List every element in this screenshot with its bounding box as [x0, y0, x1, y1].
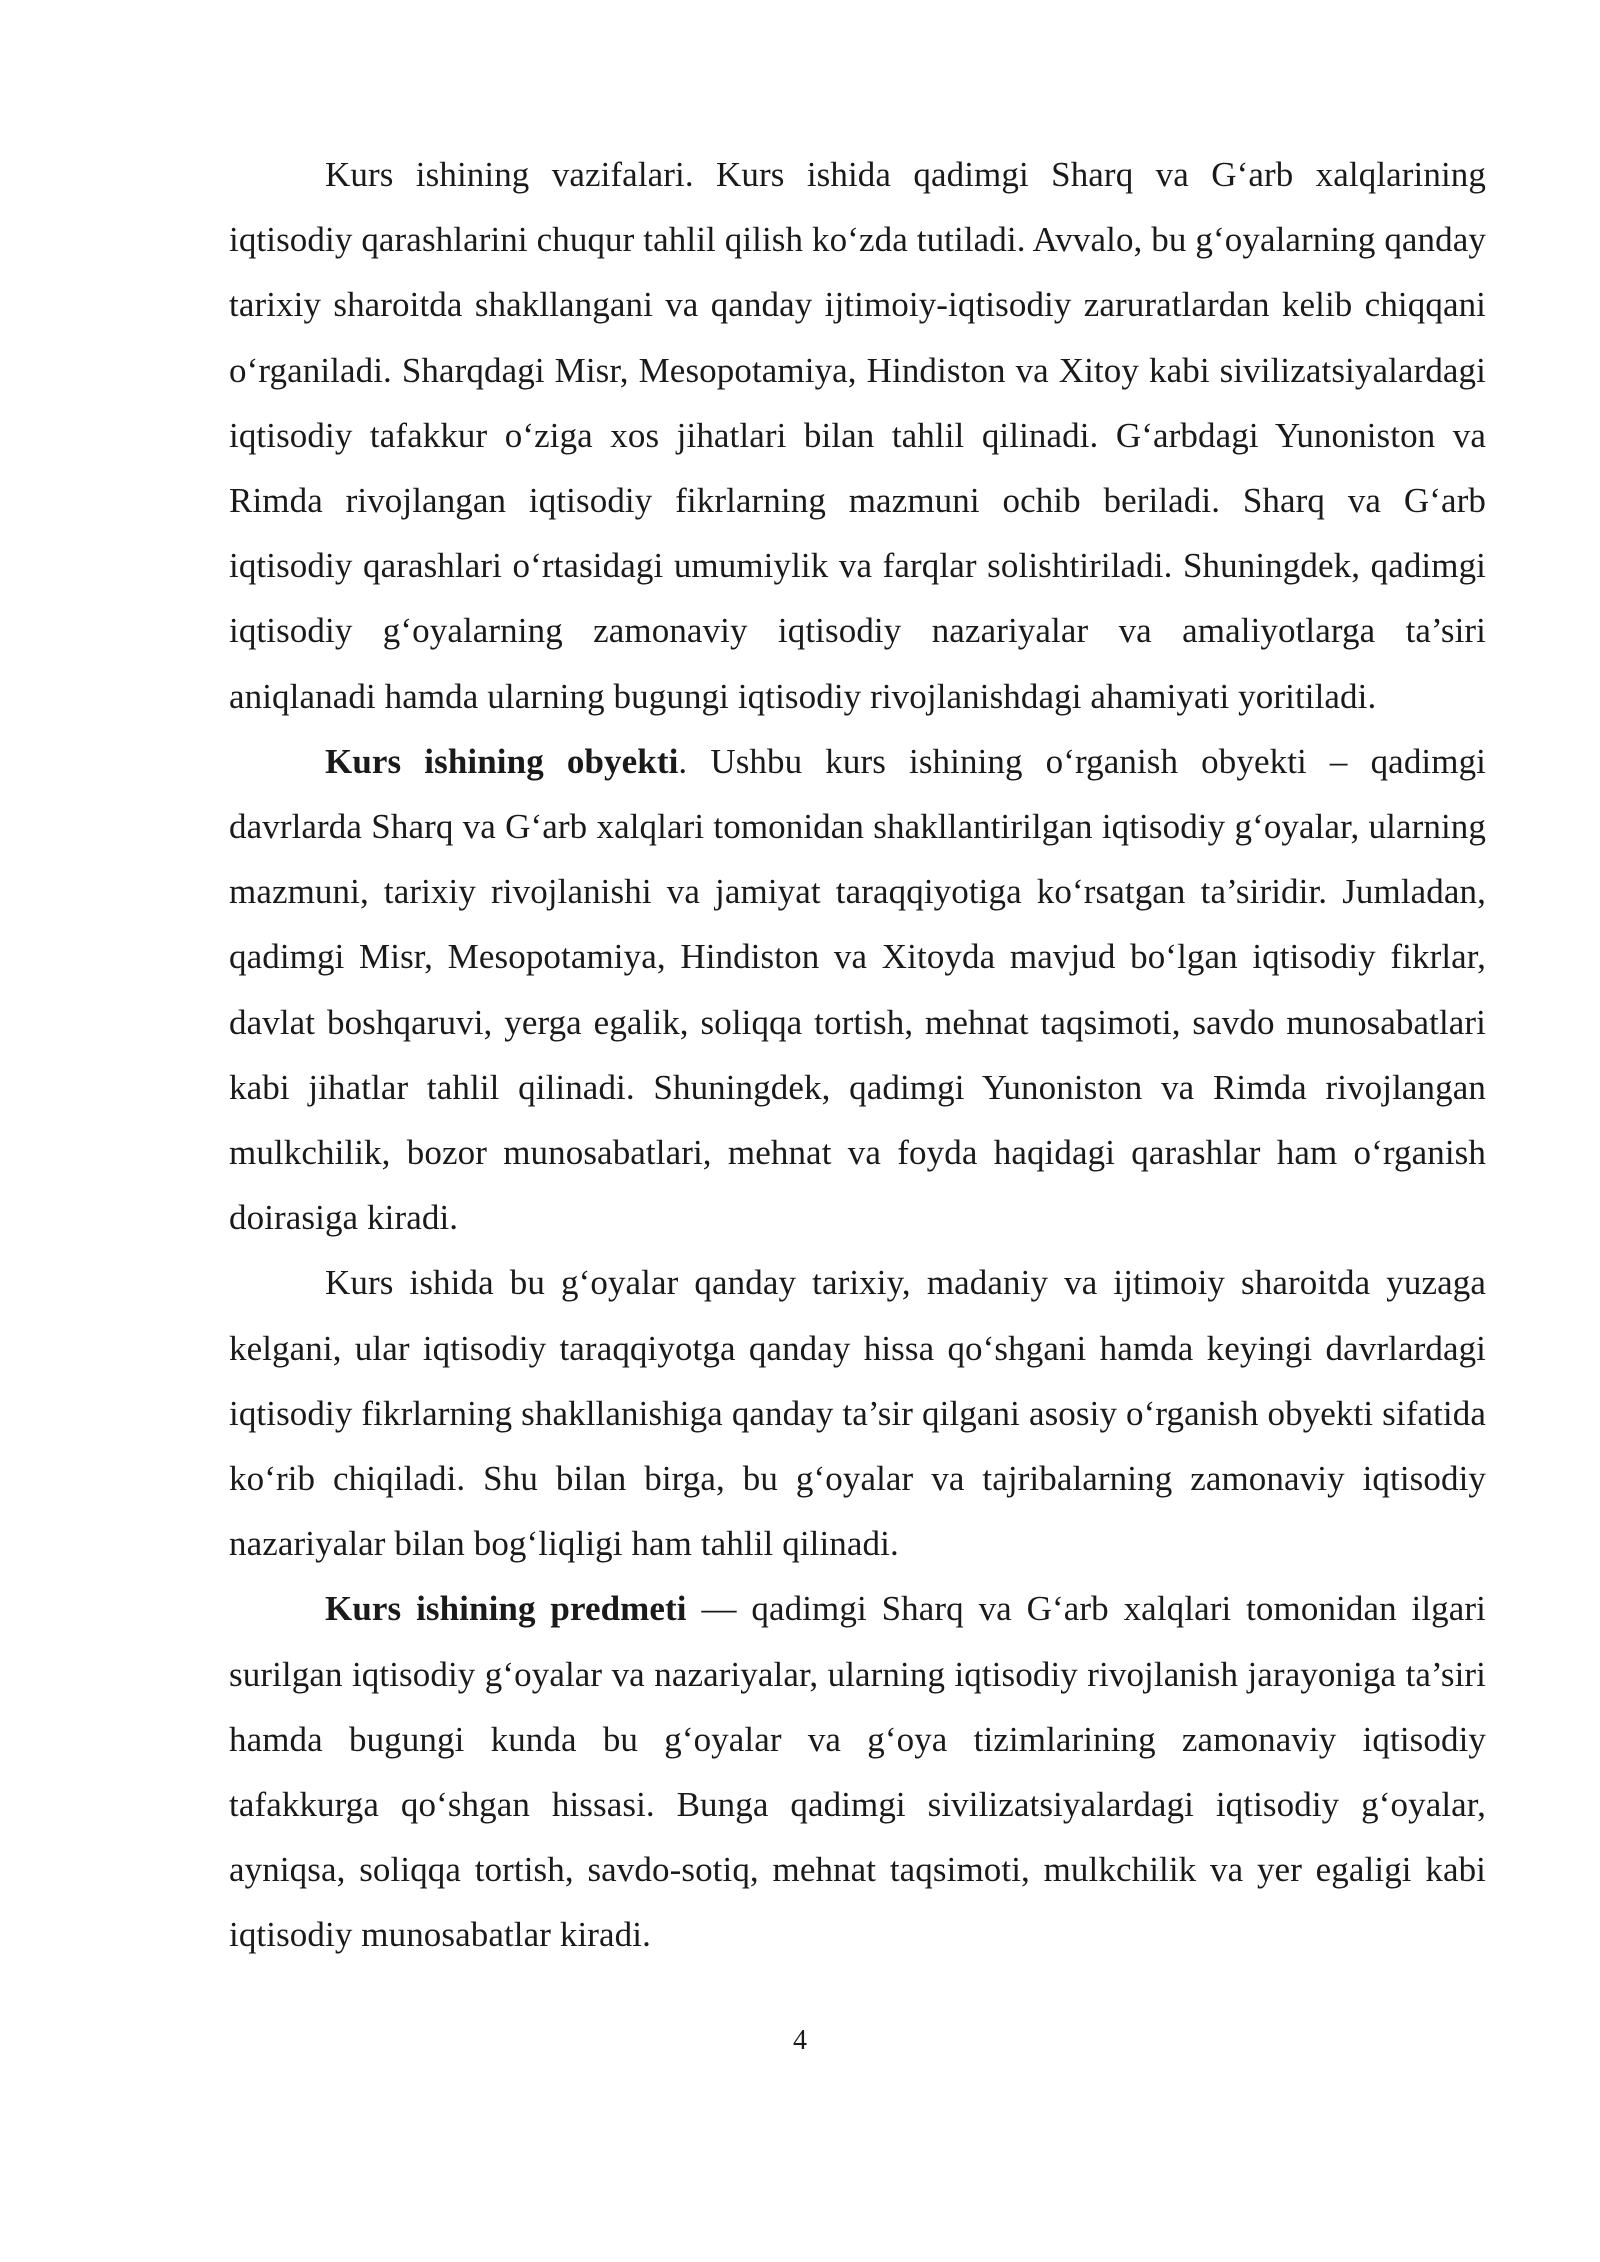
paragraph-heading: Kurs ishining predmeti	[325, 1589, 687, 1629]
paragraph-text: Kurs ishining vazifalari. Kurs ishida qadimgi Sharq va G‘arb xalqlarining iqtisodiy qarashlarini chuqur tahlil qilish ko‘zda tutiladi. Avvalo, bu g‘oyalarning qanday tarixiy sharoitda shakllangani va qanday ijtimoiy-iqtisodiy zaruratlardan kelib chiqqani o‘rganiladi. Sharqdagi Misr, Mesopotamiya, Hindiston va Xitoy kabi sivilizatsiyalardagi iqtisodiy tafakkur o‘ziga xos jihatlari bilan tahlil qilinadi. G‘arbdagi Yunoniston va Rimda rivojlangan iqtisodiy fikrlarning mazmuni ochib beriladi. Sharq va G‘arb iqtisodiy qarashlari o‘rtasidagi umumiylik va farqlar solishtiriladi. Shuningdek, qadimgi iqtisodiy g‘oyalarning zamonaviy iqtisodiy nazariyalar va amaliyotlarga ta’siri aniqlanadi hamda ularning bugungi iqtisodiy rivojlanishdagi ahamiyati yoritiladi.	[229, 155, 1486, 716]
paragraph-object	[229, 729, 1486, 1251]
paragraph-text: — qadimgi Sharq va G‘arb xalqlari tomonidan ilgari surilgan iqtisodiy g‘oyalar va nazariyalar, ularning iqtisodiy rivojlanish jarayoniga ta’siri hamda bugungi kunda bu g‘oyalar va g‘oya tizimlarining zamonaviy iqtisodiy tafakkurga qo‘shgan hissasi. Bunga qadimgi sivilizatsiyalardagi iqtisodiy g‘oyalar, ayniqsa, soliqqa tortish, savdo-sotiq, mehnat taqsimoti, mulkchilik va yer egaligi kabi iqtisodiy munosabatlar kiradi.	[229, 1589, 1486, 1955]
paragraph-text: . Ushbu kurs ishining o‘rganish obyekti – qadimgi davrlarda Sharq va G‘arb xalqlari tomonidan shakllantirilgan iqtisodiy g‘oyalar, ularning mazmuni, tarixiy rivojlanishi va jamiyat taraqqiyotiga ko‘rsatgan ta’siridir. Jumladan, qadimgi Misr, Mesopotamiya, Hindiston va Xitoyda mavjud bo‘lgan iqtisodiy fikrlar, davlat boshqaruvi, yerga egalik, soliqqa tortish, mehnat taqsimoti, savdo munosabatlari kabi jihatlar tahlil qilinadi. Shuningdek, qadimgi Yunoniston va Rimda rivojlangan mulkchilik, bozor munosabatlari, mehnat va foyda haqidagi qarashlar ham o‘rganish doirasiga kiradi.	[229, 741, 1486, 1238]
paragraph-tasks	[229, 142, 1486, 729]
paragraph-subject	[229, 1576, 1486, 1967]
paragraph-text: Kurs ishida bu g‘oyalar qanday tarixiy, madaniy va ijtimoiy sharoitda yuzaga kelgani, ular iqtisodiy taraqqiyotga qanday hissa qo‘shgani hamda keyingi davrlardagi iqtisodiy fikrlarning shakllanishiga qanday ta’sir qilgani asosiy o‘rganish obyekti sifatida ko‘rib chiqiladi. Shu bilan birga, bu g‘oyalar va tajribalarning zamonaviy iqtisodiy nazariyalar bilan bog‘liqligi ham tahlil qilinadi.	[229, 1263, 1486, 1564]
paragraph-heading: Kurs ishining obyekti	[325, 741, 679, 781]
body-text	[229, 142, 1486, 1968]
paragraph-object-continued	[229, 1250, 1486, 1576]
page-number: 4	[793, 2025, 807, 2056]
